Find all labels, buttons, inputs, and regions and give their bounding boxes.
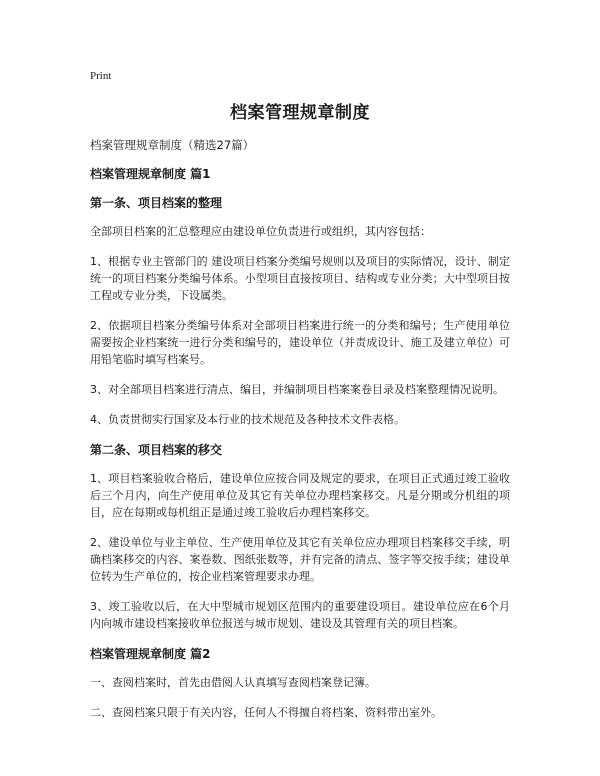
- paragraph: 二、查阅档案只限于有关内容，任何人不得擅自将档案、资料带出室外。: [90, 706, 442, 719]
- paragraph: 2、依据项目档案分类编号体系对全部项目档案进行统一的分类和编号；生产使用单位需要按企业档案统一进行分类和编号的，建设单位（并责成设计、施工及建立单位）可用铅笔临时填写档案号。: [90, 319, 510, 366]
- paragraph: 2、建设单位与业主单位、生产使用单位及其它有关单位应办理项目档案移交手续，明确档案移交的内容、案卷数、图纸张数等，并有完备的清点、签字等交按手续；建设单位转为生产单位的，按企业档案管理要求办理。: [90, 536, 510, 583]
- article-heading: 第一条、项目档案的整理: [90, 196, 223, 210]
- document-subtitle: 档案管理规章制度（精选27篇）: [90, 138, 255, 152]
- paragraph: 1、根据专业主管部门的 建设项目档案分类编号规则以及项目的实际情况，设计、制定统一的项目档案分类编号体系。小型项目直接按项目、结构或专业分类；大中型项目按工程或专业分类，下设属类。: [90, 255, 510, 302]
- print-label[interactable]: Print: [90, 70, 112, 82]
- document-title: 档案管理规章制度: [230, 103, 370, 123]
- paragraph: 3、对全部项目档案进行清点、编目，并编制项目档案案卷目录及档案整理情况说明。: [90, 383, 504, 396]
- section-heading: 档案管理规章制度 篇1: [90, 167, 211, 181]
- paragraph: 一、查阅档案时，首先由借阅人认真填写查阅档案登记簿。: [90, 676, 376, 689]
- paragraph: 3、竣工验收以后，在大中型城市规划区范围内的重要建设项目。建设单位应在6个月内向城市建设档案接收单位报送与城市规划、建设及其管理有关的项目档案。: [90, 600, 510, 630]
- section-2: [90, 645, 510, 721]
- paragraph: 1、项目档案验收合格后，建设单位应按合同及规定的要求，在项目正式通过竣工验收后三个月内，向生产使用单位及其它有关单位办理档案移交。凡是分期或分机组的项目，应在每期或每机组正是通过竣工验收后办理档案移交。: [90, 472, 510, 519]
- paragraph: 全部项目档案的汇总整理应由建设单位负责进行或组织，其内容包括：: [90, 225, 431, 238]
- section-1: [90, 165, 510, 632]
- paragraph: 4、负责贯彻实行国家及本行业的技术规范及各种技术文件表格。: [90, 413, 405, 426]
- section-heading: 档案管理规章制度 篇2: [90, 647, 211, 661]
- article-heading: 第二条、项目档案的移交: [90, 443, 223, 457]
